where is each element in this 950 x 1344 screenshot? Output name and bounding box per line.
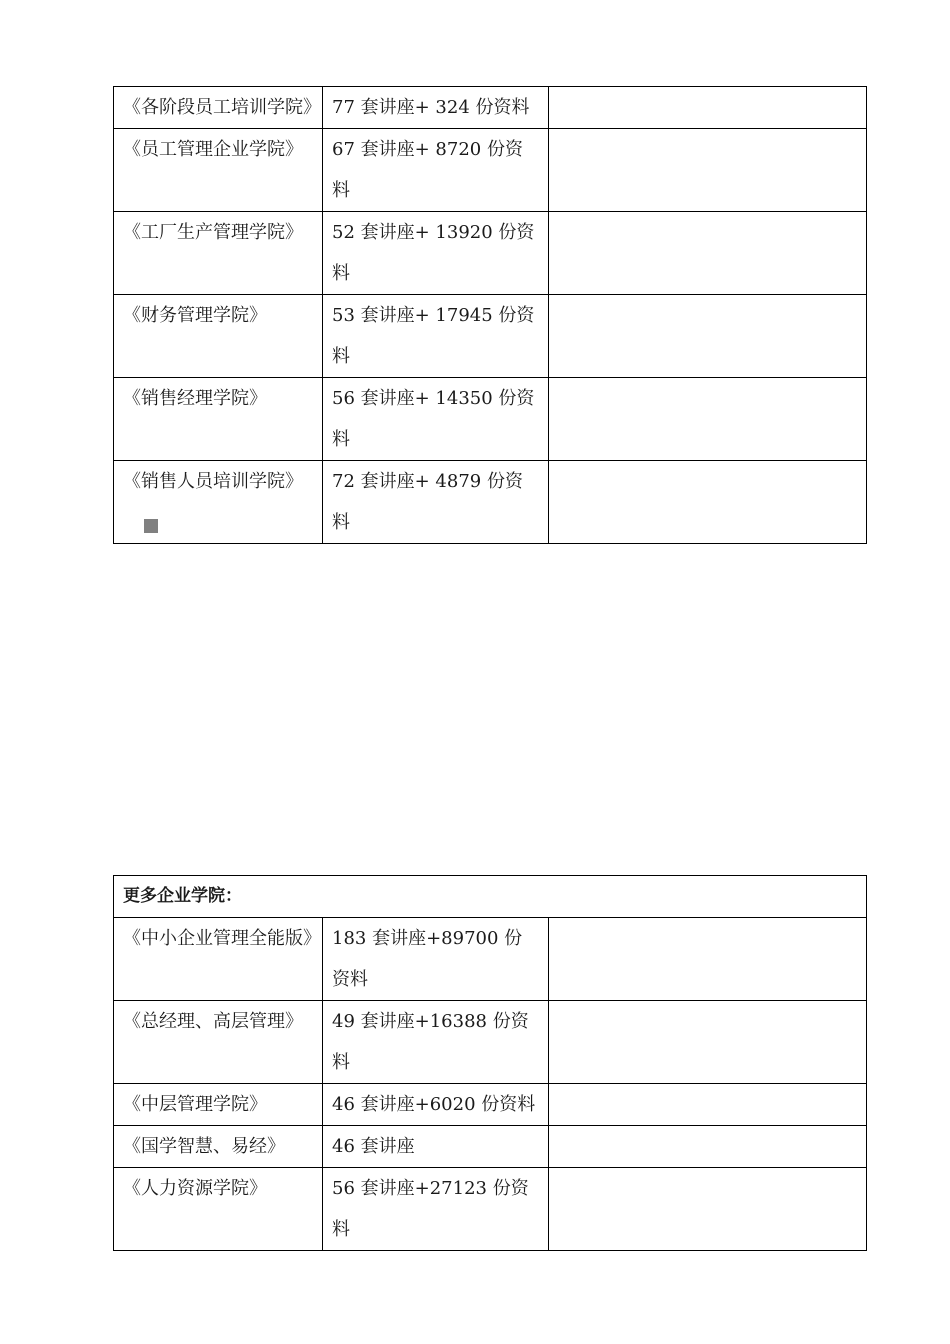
table-row	[114, 1168, 867, 1251]
academy-detail-cell: 49 套讲座+16388 份资料	[323, 1001, 549, 1084]
academy-name-cell: 《工厂生产管理学院》	[114, 212, 323, 295]
academy-name-cell: 《员工管理企业学院》	[114, 129, 323, 212]
table-row	[114, 918, 867, 1001]
square-bullet-icon	[144, 519, 158, 533]
academy-note-cell	[549, 918, 867, 1001]
academy-name-cell: 《总经理、高层管理》	[114, 1001, 323, 1084]
table-row	[114, 378, 867, 461]
table-header-row	[114, 876, 867, 918]
academy-name-cell: 《人力资源学院》	[114, 1168, 323, 1251]
academy-note-cell	[549, 87, 867, 129]
academy-name-cell: 《财务管理学院》	[114, 295, 323, 378]
academy-name-cell: 《销售经理学院》	[114, 378, 323, 461]
academy-detail-cell: 67 套讲座+ 8720 份资料	[323, 129, 549, 212]
table-row	[114, 295, 867, 378]
academy-note-cell	[549, 1168, 867, 1251]
academy-note-cell	[549, 212, 867, 295]
more-academies-table	[113, 875, 867, 1251]
table-row	[114, 1126, 867, 1168]
academy-detail-cell: 72 套讲座+ 4879 份资料	[323, 461, 549, 544]
table-row	[114, 87, 867, 129]
academy-note-cell	[549, 461, 867, 544]
table-row	[114, 1001, 867, 1084]
academy-detail-cell: 77 套讲座+ 324 份资料	[323, 87, 549, 129]
academy-note-cell	[549, 295, 867, 378]
academy-detail-cell: 46 套讲座	[323, 1126, 549, 1168]
academy-note-cell	[549, 129, 867, 212]
academy-detail-cell: 56 套讲座+27123 份资料	[323, 1168, 549, 1251]
academy-name-cell: 《各阶段员工培训学院》	[114, 87, 323, 129]
table-row	[114, 1084, 867, 1126]
table-row	[114, 461, 867, 544]
academy-detail-cell: 53 套讲座+ 17945 份资料	[323, 295, 549, 378]
academy-note-cell	[549, 1126, 867, 1168]
academy-name-cell: 《国学智慧、易经》	[114, 1126, 323, 1168]
academy-detail-cell: 183 套讲座+89700 份资料	[323, 918, 549, 1001]
academy-detail-cell: 46 套讲座+6020 份资料	[323, 1084, 549, 1126]
academy-note-cell	[549, 1084, 867, 1126]
more-academies-heading: 更多企业学院：	[114, 876, 867, 918]
academy-detail-cell: 56 套讲座+ 14350 份资料	[323, 378, 549, 461]
academy-note-cell	[549, 378, 867, 461]
academy-name-cell: 《中层管理学院》	[114, 1084, 323, 1126]
top-academy-table	[113, 86, 867, 544]
academy-detail-cell: 52 套讲座+ 13920 份资料	[323, 212, 549, 295]
academy-name-cell: 《中小企业管理全能版》	[114, 918, 323, 1001]
academy-name-cell: 《销售人员培训学院》	[114, 461, 323, 544]
table-row	[114, 212, 867, 295]
academy-note-cell	[549, 1001, 867, 1084]
table-row	[114, 129, 867, 212]
